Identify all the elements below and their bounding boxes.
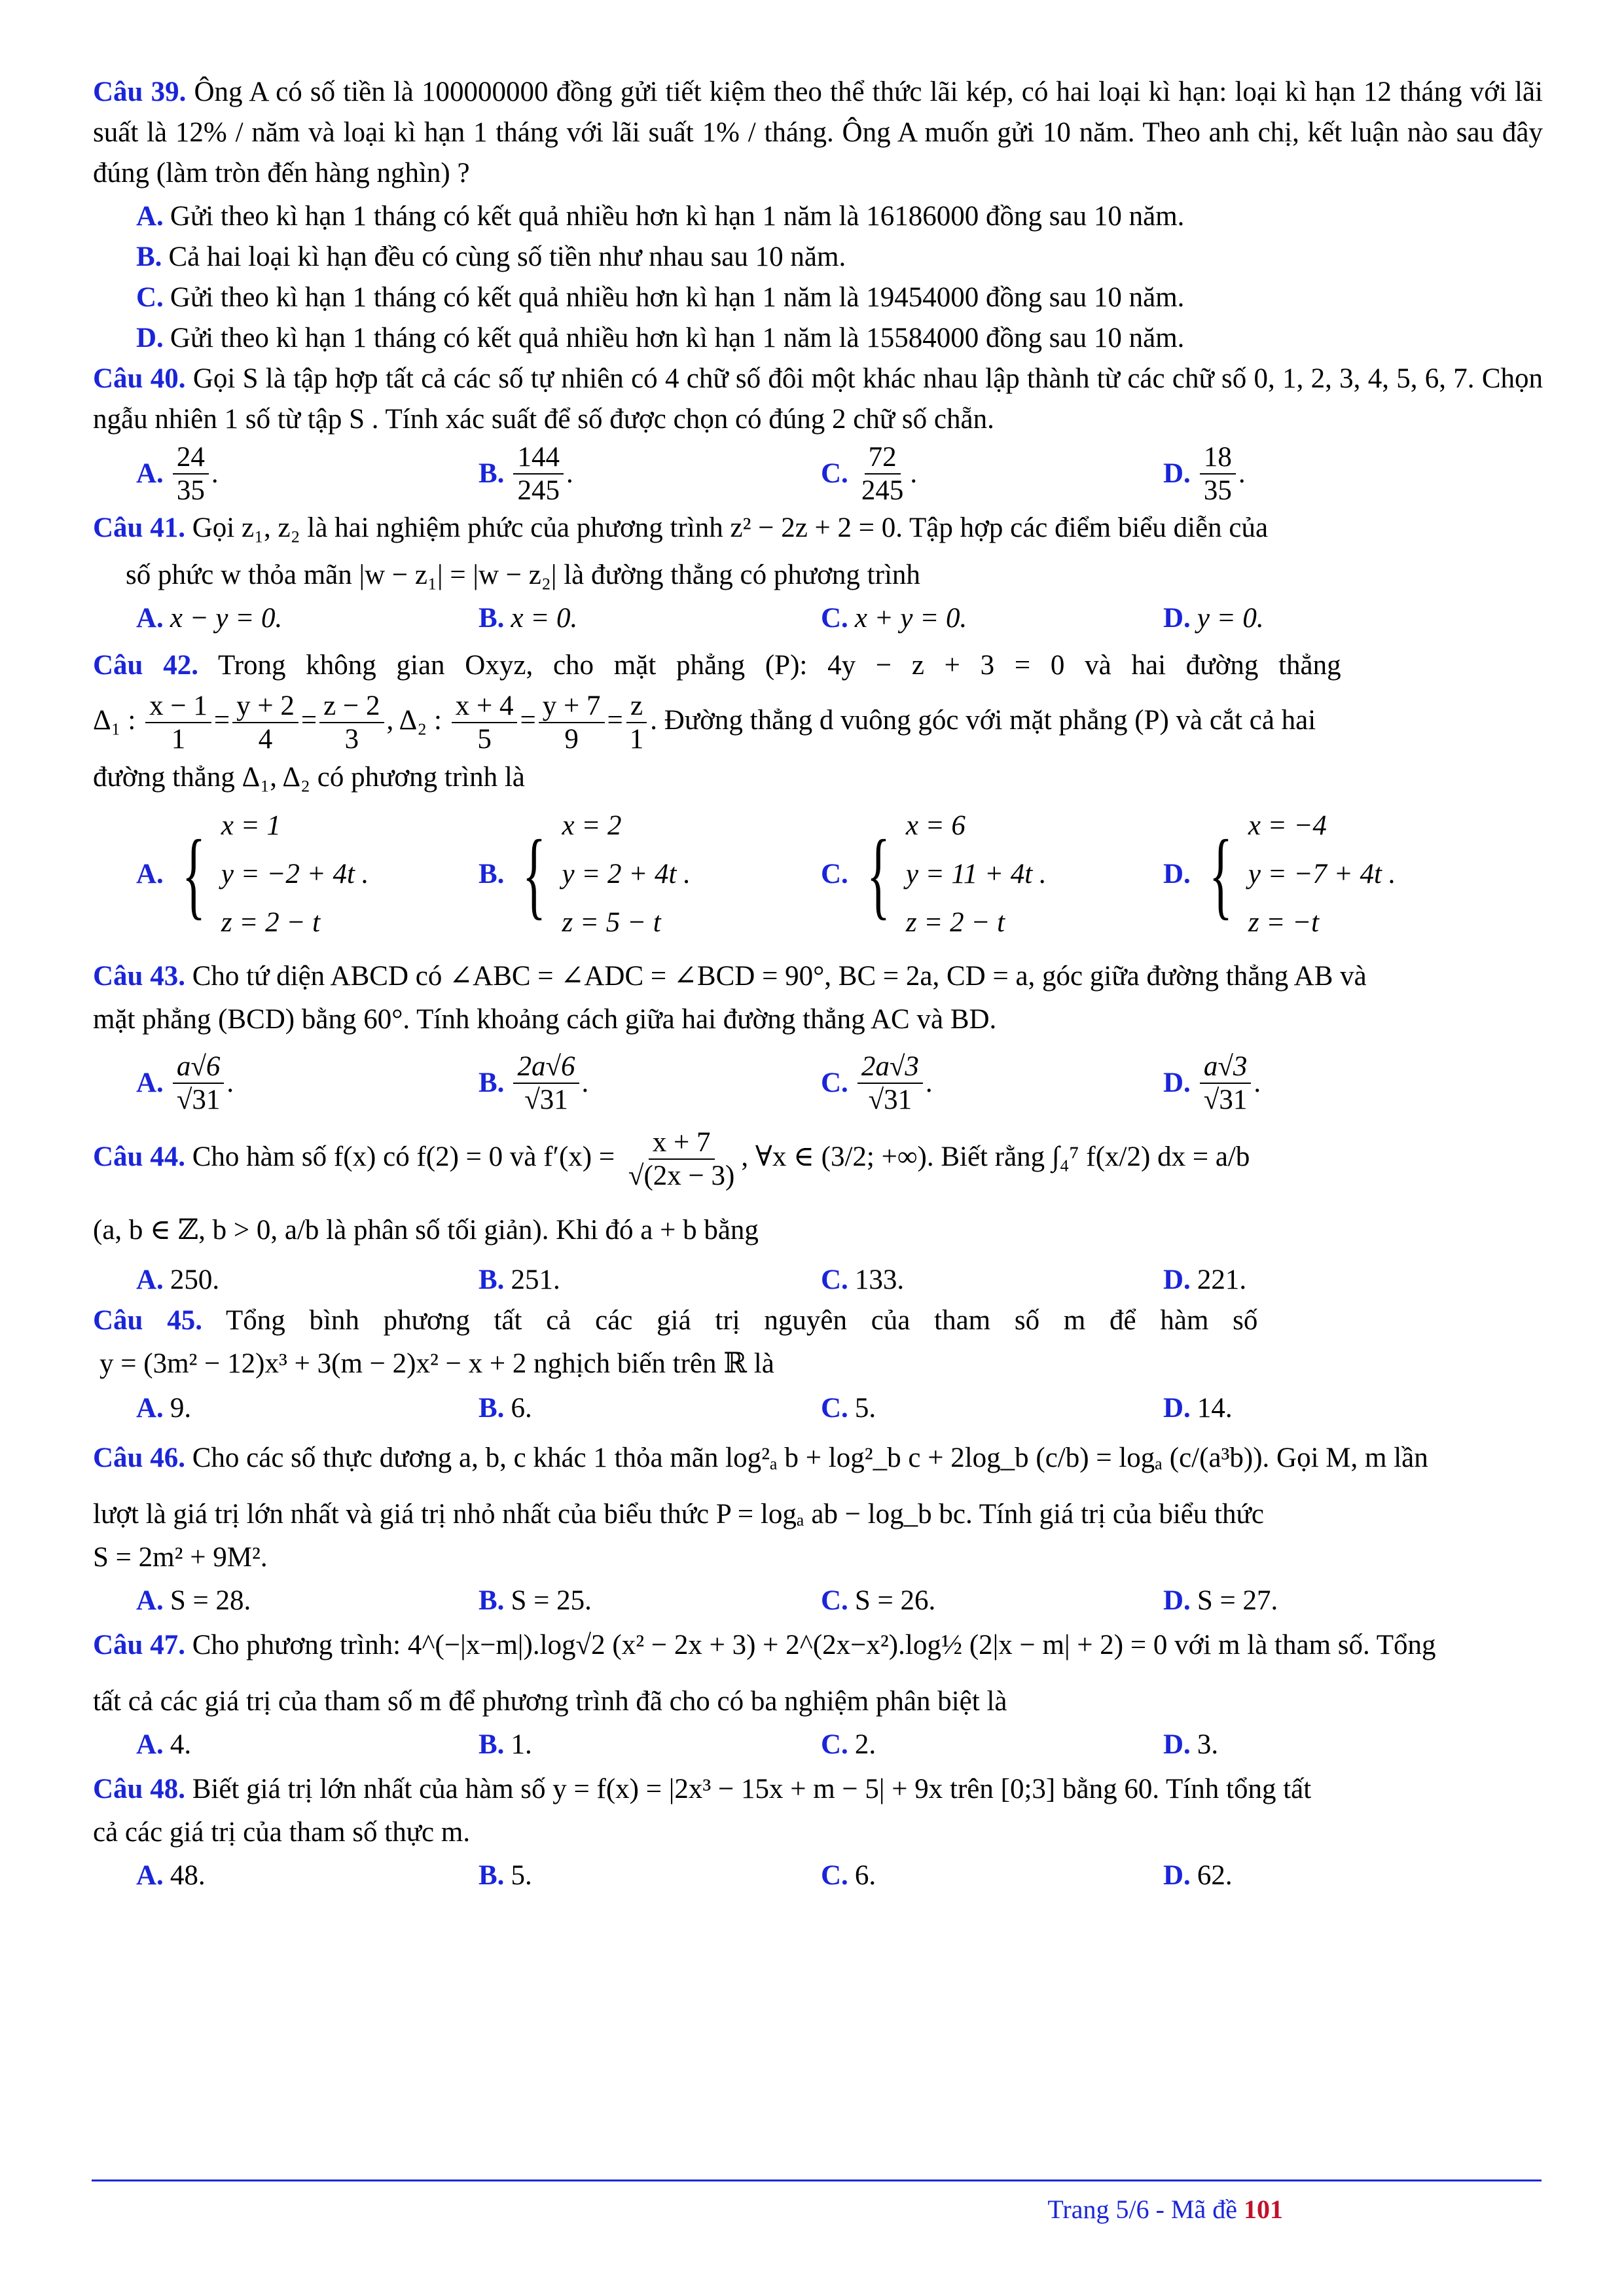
fraction: $\frac{2a√3}{√31}$: [857, 1052, 923, 1115]
question-47: [93, 1625, 1543, 1666]
fraction: $\frac{y + 7}{9}$: [539, 691, 605, 754]
option-d[interactable]: D. y = 0.: [1163, 603, 1264, 634]
option-c[interactable]: C. S = 26.: [821, 1585, 936, 1617]
question-text-cont: đường thẳng Δ₁, Δ₂ có phương trình là: [93, 761, 525, 793]
option-b[interactable]: B. Cả hai loại kì hạn đều có cùng số tiền như nhau sau 10 năm.: [136, 242, 846, 272]
options-row: [136, 1725, 1543, 1765]
fraction: $\frac{z - 2}{3}$: [319, 691, 384, 754]
question-label: Câu 46.: [93, 1443, 185, 1474]
exam-code: 101: [1244, 2195, 1283, 2224]
option-d[interactable]: D. 62.: [1163, 1860, 1233, 1892]
option-c[interactable]: C. Gửi theo kì hạn 1 tháng có kết quả nhiều hơn kì hạn 1 năm là 19454000 đồng sau 10 năm.: [136, 282, 1185, 313]
option-d[interactable]: D. 14.: [1163, 1393, 1233, 1424]
option-c[interactable]: C. 2.: [821, 1729, 876, 1761]
question-label: Câu 44.: [93, 1141, 185, 1172]
fraction: $\frac{x - 1}{1}$: [145, 691, 211, 754]
question-45: [93, 1300, 1543, 1341]
fraction: $\frac{x + 7}{√(2x - 3)}$: [628, 1126, 735, 1191]
question-text: Cho tứ diện ABCD có ∠ABC = ∠ADC = ∠BCD = 90°, BC = 2a, CD = a, góc giữa đường thẳng AB và: [192, 960, 1367, 992]
option-a[interactable]: A. $\frac{a√6}{√31}$ .: [136, 1050, 234, 1115]
question-label: Câu 43.: [93, 960, 185, 992]
question-text: Tổng bình phương tất cả các giá trị nguyên của tham số m để hàm số: [225, 1305, 1258, 1336]
question-42: [93, 645, 1543, 686]
question-text: Gọi S là tập hợp tất cả các số tự nhiên có 4 chữ số đôi một khác nhau lập thành từ các chữ số 0, 1, 2, 3, 4, 5, 6, 7. Chọn ngẫu nhiên 1 số từ tập S . Tính xác suất để số được chọn có đúng 2 chữ số chẵn.: [93, 363, 1543, 435]
exam-page: [93, 72, 1543, 1896]
option-b[interactable]: B. 1.: [478, 1729, 532, 1761]
line-equations: Δ₁ : $\frac{x - 1}{1}$ = $\frac{y + 2}{4}$ = $\frac{z - 2}{3}$ , Δ₂ : $\frac{x + 4}{5}$ = $\frac{y + 7}{9}$ = $\frac{z}{1}$ . Đường thẳng d vuông góc với mặt phẳng (P) và cắt cả hai: [93, 691, 1316, 755]
question-label: Câu 48.: [93, 1774, 185, 1805]
option-c[interactable]: C. $\frac{72}{245}$ .: [821, 442, 918, 507]
question-44: Câu 44. Cho hàm số f(x) có f(2) = 0 và f′(x) = $\frac{x + 7}{√(2x - 3)}$ , ∀x ∈ (3/2; +∞). Biết rằng ∫₄⁷ f(x/2) dx = a/b: [93, 1126, 1250, 1191]
options-row: [136, 802, 1543, 947]
option-d[interactable]: D. 3.: [1163, 1729, 1219, 1761]
question-text-cont: cả các giá trị của tham số thực m.: [93, 1817, 471, 1848]
question-text-cont: số phức w thỏa mãn |w − z₁| = |w − z₂| là đường thẳng có phương trình: [126, 560, 920, 591]
question-text-cont: (a, b ∈ ℤ, b > 0, a/b là phân số tối giản). Khi đó a + b bằng: [93, 1215, 759, 1246]
question-text: Gọi z₁, z₂ là hai nghiệm phức của phương trình z² − 2z + 2 = 0. Tập hợp các điểm biểu diễn của: [192, 512, 1269, 544]
option-a[interactable]: A. Gửi theo kì hạn 1 tháng có kết quả nhiều hơn kì hạn 1 năm là 16186000 đồng sau 10 năm.: [136, 201, 1185, 232]
options-row: [136, 1052, 1543, 1115]
option-b[interactable]: B. 5.: [478, 1860, 532, 1892]
option-a[interactable]: A. 250.: [136, 1265, 220, 1296]
question-label: Câu 47.: [93, 1630, 185, 1661]
fraction: $\frac{z}{1}$: [626, 691, 648, 754]
option-a[interactable]: A. { x = 1 y = −2 + 4t . z = 2 − t: [136, 802, 478, 947]
question-40: [93, 359, 1543, 440]
options-row: [136, 1388, 1543, 1429]
question-label: Câu 42.: [93, 650, 198, 681]
fraction: $\frac{24}{35}$: [173, 442, 209, 505]
question-text: Trong không gian Oxyz, cho mặt phẳng (P): 4y − z + 3 = 0 và hai đường thẳng: [217, 650, 1341, 681]
option-a[interactable]: A. $\frac{24}{35}$ .: [136, 442, 219, 507]
option-a[interactable]: A. 48.: [136, 1860, 206, 1892]
footer-divider: [92, 2179, 1542, 2181]
question-text: Cho các số thực dương a, b, c khác 1 thỏa mãn log²ₐ b + log²_b c + 2log_b (c/b) = logₐ (c/(a³b)). Gọi M, m lần: [192, 1443, 1428, 1474]
fraction: $\frac{144}{245}$: [513, 442, 564, 505]
question-text-cont: y = (3m² − 12)x³ + 3(m − 2)x² − x + 2 nghịch biến trên ℝ là: [99, 1348, 774, 1380]
page-footer: [0, 2194, 1283, 2225]
question-43: [93, 956, 1543, 997]
option-c[interactable]: C. 5.: [821, 1393, 876, 1424]
option-c[interactable]: C. x + y = 0.: [821, 603, 967, 634]
option-c[interactable]: C. 133.: [821, 1265, 905, 1296]
option-c[interactable]: C. { x = 6 y = 11 + 4t . z = 2 − t: [821, 802, 1163, 947]
question-46: [93, 1438, 1543, 1479]
option-a[interactable]: A. 4.: [136, 1729, 192, 1761]
question-48: [93, 1769, 1543, 1810]
question-text-cont: S = 2m² + 9M².: [93, 1542, 268, 1573]
option-c[interactable]: C. 6.: [821, 1860, 876, 1892]
options-row: [136, 442, 1543, 505]
option-d[interactable]: D. Gửi theo kì hạn 1 tháng có kết quả nhiều hơn kì hạn 1 năm là 15584000 đồng sau 10 năm.: [136, 323, 1185, 353]
equation-system: { x = −4 y = −7 + 4t . z = −t: [1208, 810, 1396, 938]
question-text-cont: tất cả các giá trị của tham số m để phương trình đã cho có ba nghiệm phân biệt là: [93, 1686, 1007, 1717]
question-text-cont: lượt là giá trị lớn nhất và giá trị nhỏ nhất của biểu thức P = logₐ ab − log_b bc. Tính giá trị của biểu thức: [93, 1499, 1264, 1530]
equation-system: { x = 2 y = 2 + 4t . z = 5 − t: [522, 810, 691, 938]
fraction: $\frac{a√3}{√31}$: [1200, 1052, 1252, 1115]
option-d[interactable]: D. { x = −4 y = −7 + 4t . z = −t: [1163, 802, 1506, 947]
option-d[interactable]: D. $\frac{18}{35}$ .: [1163, 442, 1246, 507]
option-b[interactable]: B. S = 25.: [478, 1585, 592, 1617]
option-d[interactable]: D. S = 27.: [1163, 1585, 1278, 1617]
options-row: [136, 1260, 1543, 1300]
fraction: $\frac{18}{35}$: [1200, 442, 1236, 505]
question-text: Biết giá trị lớn nhất của hàm số y = f(x) = |2x³ − 15x + m − 5| + 9x trên [0;3] bằng 60. Tính tổng tất: [192, 1774, 1312, 1805]
option-b[interactable]: B. x = 0.: [478, 603, 578, 634]
option-c[interactable]: C. $\frac{2a√3}{√31}$ .: [821, 1050, 933, 1115]
options-row: [136, 1856, 1543, 1896]
option-b[interactable]: B. 6.: [478, 1393, 532, 1424]
option-a[interactable]: A. S = 28.: [136, 1585, 251, 1617]
question-text: Ông A có số tiền là 100000000 đồng gửi tiết kiệm theo thể thức lãi kép, có hai loại kì hạn: loại kì hạn 12 tháng với lãi suất là 12% / năm và loại kì hạn 1 tháng với lãi suất 1% / tháng. Ông A muốn gửi 10 năm. Theo anh chị, kết luận nào sau đây đúng (làm tròn đến hàng nghìn) ?: [93, 77, 1543, 188]
question-text: Cho phương trình: 4^(−|x−m|).log√2 (x² − 2x + 3) + 2^(2x−x²).log½ (2|x − m| + 2) = 0 với m là tham số. Tổng: [192, 1630, 1436, 1661]
question-label: Câu 45.: [93, 1305, 202, 1336]
option-d[interactable]: D. 221.: [1163, 1265, 1247, 1296]
equation-system: { x = 1 y = −2 + 4t . z = 2 − t: [181, 810, 369, 938]
options-row: [136, 1581, 1543, 1621]
question-text: Cho hàm số f(x) có f(2) = 0 và f′(x) =: [192, 1141, 615, 1172]
fraction: $\frac{y + 2}{4}$: [232, 691, 298, 754]
options-row: [136, 598, 1543, 639]
question-41: [93, 508, 1543, 548]
equation-system: { x = 6 y = 11 + 4t . z = 2 − t: [866, 810, 1047, 938]
option-a[interactable]: A. 9.: [136, 1393, 192, 1424]
option-d[interactable]: D. $\frac{a√3}{√31}$ .: [1163, 1050, 1261, 1115]
fraction: $\frac{a√6}{√31}$: [173, 1052, 225, 1115]
question-label: Câu 40.: [93, 363, 186, 394]
fraction: $\frac{x + 4}{5}$: [452, 691, 518, 754]
fraction: $\frac{72}{245}$: [861, 442, 904, 507]
option-b[interactable]: B. 251.: [478, 1265, 560, 1296]
page-number: Trang 5/6 - Mã đề: [1047, 2195, 1237, 2224]
option-a[interactable]: A. x − y = 0.: [136, 603, 283, 634]
option-b[interactable]: B. $\frac{144}{245}$ .: [478, 442, 573, 507]
fraction: $\frac{2a√6}{√31}$: [513, 1052, 579, 1115]
question-label: Câu 39.: [93, 77, 187, 107]
option-b[interactable]: B. { x = 2 y = 2 + 4t . z = 5 − t: [478, 802, 821, 947]
question-text-cont: mặt phẳng (BCD) bằng 60°. Tính khoảng cách giữa hai đường thẳng AC và BD.: [93, 1003, 997, 1035]
question-39: [93, 72, 1543, 194]
option-b[interactable]: B. $\frac{2a√6}{√31}$ .: [478, 1050, 589, 1115]
question-label: Câu 41.: [93, 512, 185, 544]
